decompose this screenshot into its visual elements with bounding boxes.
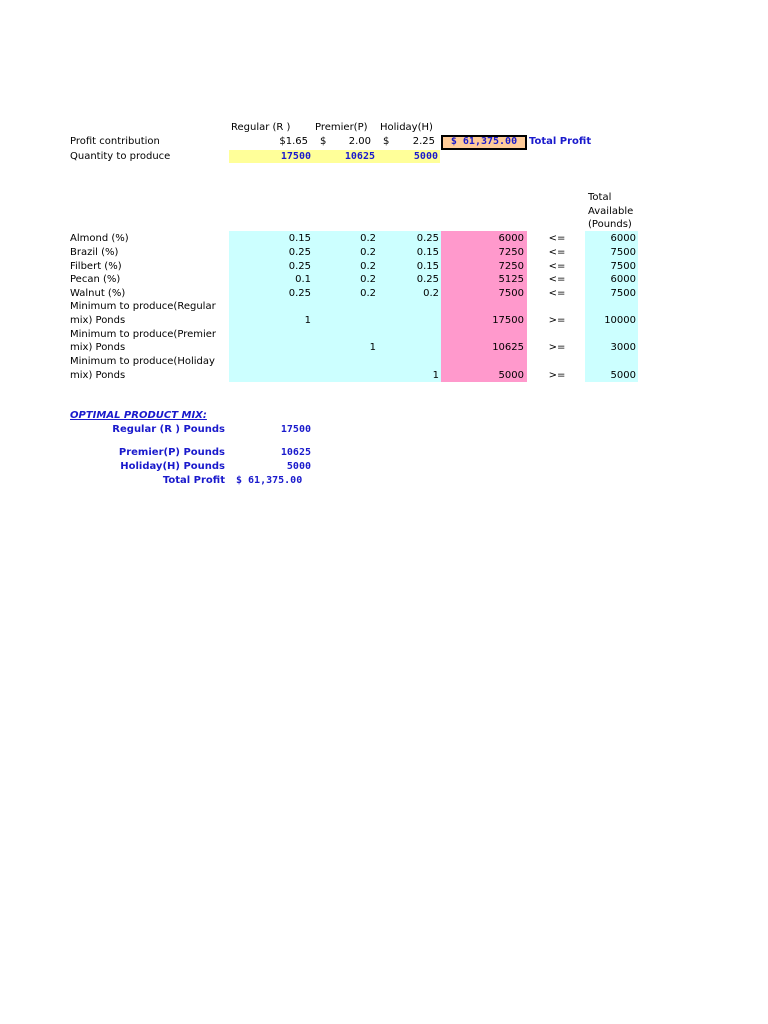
- total-profit-label: Total Profit: [529, 136, 592, 147]
- quantity-holiday[interactable]: 5000: [413, 151, 438, 162]
- constraint-regular[interactable]: 0.15: [288, 233, 311, 244]
- constraint-available[interactable]: 6000: [610, 274, 636, 285]
- constraint-premier[interactable]: 0.2: [360, 274, 376, 285]
- optimal-title: OPTIMAL PRODUCT MIX:: [70, 410, 207, 421]
- minimum-sign: >=: [548, 342, 566, 353]
- constraint-holiday[interactable]: 0.25: [416, 233, 439, 244]
- constraint-label: Pecan (%): [70, 274, 121, 285]
- constraint-label: Walnut (%): [70, 288, 126, 299]
- constraint-holiday[interactable]: 0.15: [416, 261, 439, 272]
- header-holiday: Holiday(H): [380, 122, 433, 133]
- constraint-regular[interactable]: 0.1: [295, 274, 311, 285]
- optimal-premier-label: Premier(P) Pounds: [118, 447, 225, 458]
- constraint-regular[interactable]: 0.25: [288, 261, 311, 272]
- constraint-sign: <=: [548, 274, 566, 285]
- header-regular: Regular (R ): [231, 122, 291, 133]
- minimum-label-line2: mix) Ponds: [70, 370, 126, 381]
- profit-premier-currency: $: [320, 136, 327, 147]
- minimum-used: 17500: [492, 315, 524, 326]
- profit-regular[interactable]: $1.65: [279, 136, 308, 147]
- constraint-used: 7500: [498, 288, 524, 299]
- constraint-holiday[interactable]: 0.2: [423, 288, 439, 299]
- constraint-sign: <=: [548, 288, 566, 299]
- minimum-label-line2: mix) Ponds: [70, 315, 126, 326]
- minimum-sign: >=: [548, 315, 566, 326]
- minimum-label-line1: Minimum to produce(Regular: [70, 301, 216, 312]
- constraint-premier[interactable]: 0.2: [360, 233, 376, 244]
- profit-holiday-currency: $: [383, 136, 390, 147]
- minimum-coef[interactable]: 1: [304, 315, 311, 326]
- constraint-holiday[interactable]: 0.25: [416, 274, 439, 285]
- constraint-premier[interactable]: 0.2: [360, 261, 376, 272]
- header-premier: Premier(P): [315, 122, 368, 133]
- profit-label: Profit contribution: [70, 136, 160, 147]
- constraint-used: 7250: [498, 247, 524, 258]
- constraint-regular[interactable]: 0.25: [288, 288, 311, 299]
- constraint-label: Brazil (%): [70, 247, 119, 258]
- constraint-available[interactable]: 7500: [610, 261, 636, 272]
- optimal-regular-label: Regular (R ) Pounds: [112, 424, 225, 435]
- minimum-label-line2: mix) Ponds: [70, 342, 126, 353]
- minimum-used: 10625: [492, 342, 524, 353]
- optimal-premier-value: 10625: [280, 447, 311, 458]
- minimum-label-line1: Minimum to produce(Holiday: [70, 356, 215, 367]
- constraint-used: 5125: [498, 274, 524, 285]
- quantity-regular[interactable]: 17500: [280, 151, 311, 162]
- optimal-regular-value: 17500: [280, 424, 311, 435]
- total-profit-value: $ 61,375.00: [450, 136, 518, 147]
- optimal-holiday-value: 5000: [286, 461, 311, 472]
- constraint-sign: <=: [548, 247, 566, 258]
- constraint-premier[interactable]: 0.2: [360, 247, 376, 258]
- constraint-premier[interactable]: 0.2: [360, 288, 376, 299]
- constraint-label: Almond (%): [70, 233, 129, 244]
- constraint-used: 6000: [498, 233, 524, 244]
- optimal-total-label: Total Profit: [162, 475, 225, 486]
- available-header-line1: Total: [588, 192, 612, 203]
- available-header-line3: (Pounds): [588, 219, 632, 230]
- minimum-coef[interactable]: 1: [432, 370, 439, 381]
- minimum-available[interactable]: 5000: [610, 370, 636, 381]
- constraint-used: 7250: [498, 261, 524, 272]
- constraint-sign: <=: [548, 261, 566, 272]
- minimum-label-line1: Minimum to produce(Premier: [70, 329, 217, 340]
- constraint-label: Filbert (%): [70, 261, 122, 272]
- constraint-holiday[interactable]: 0.15: [416, 247, 439, 258]
- minimum-sign: >=: [548, 370, 566, 381]
- constraint-sign: <=: [548, 233, 566, 244]
- optimal-total-value: $ 61,375.00: [236, 475, 303, 486]
- constraint-regular[interactable]: 0.25: [288, 247, 311, 258]
- profit-premier[interactable]: 2.00: [348, 136, 371, 147]
- minimum-coef[interactable]: 1: [369, 342, 376, 353]
- profit-holiday[interactable]: 2.25: [412, 136, 435, 147]
- quantity-label: Quantity to produce: [70, 151, 171, 162]
- constraint-available[interactable]: 7500: [610, 288, 636, 299]
- constraint-available[interactable]: 7500: [610, 247, 636, 258]
- minimum-available[interactable]: 10000: [604, 315, 636, 326]
- quantity-premier[interactable]: 10625: [344, 151, 375, 162]
- minimum-used: 5000: [498, 370, 524, 381]
- constraint-available[interactable]: 6000: [610, 233, 636, 244]
- optimal-holiday-label: Holiday(H) Pounds: [120, 461, 225, 472]
- minimum-available[interactable]: 3000: [610, 342, 636, 353]
- available-header-line2: Available: [588, 206, 634, 217]
